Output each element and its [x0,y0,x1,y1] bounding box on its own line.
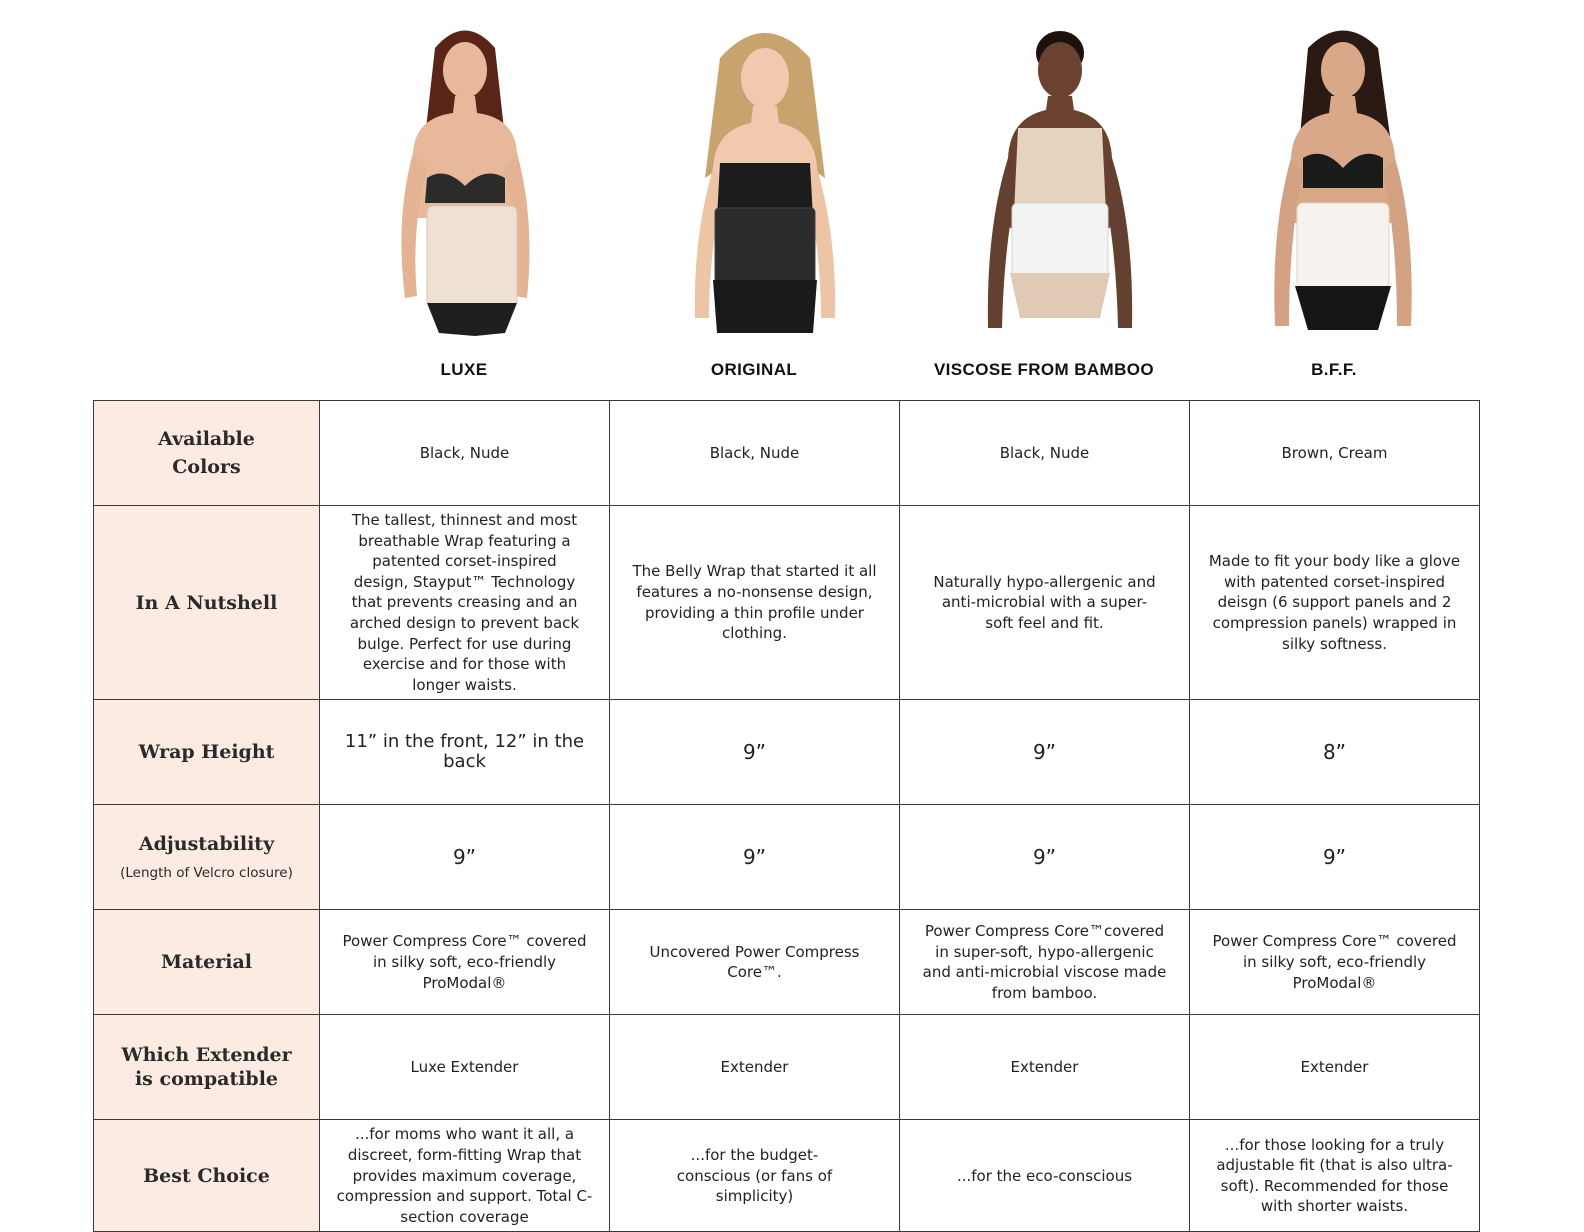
table-row-best-choice [94,1120,1480,1232]
product-image-bff [1243,18,1443,336]
cell-best-luxe: ...for moms who want it all, a discreet, form-fitting Wrap that provides maximum coverage, compression and support. Total C-section coverage [320,1120,610,1232]
cell-colors-bamboo: Black, Nude [900,401,1190,506]
table-row-nutshell [94,506,1480,700]
cell-adjust-luxe: 9” [320,805,610,910]
cell-material-luxe: Power Compress Core™ covered in silky soft, eco-friendly ProModal® [320,910,610,1015]
product-name-original: ORIGINAL [710,360,798,379]
cell-adjust-original: 9” [610,805,900,910]
table-row-colors [94,401,1480,506]
cell-best-original: ...for the budget-conscious (or fans of simplicity) [610,1120,900,1232]
table-row-height [94,700,1480,805]
row-sublabel-adjustability: (Length of Velcro closure) [120,865,293,882]
cell-extender-bff: Extender [1190,1015,1480,1120]
comparison-table [93,400,1480,1232]
cell-height-bff: 8” [1190,700,1480,805]
product-image-bamboo [960,18,1160,336]
cell-nutshell-original: The Belly Wrap that started it all features a no-nonsense design, providing a thin profile under clothing. [610,506,900,700]
cell-adjust-bamboo: 9” [900,805,1190,910]
cell-best-bamboo: ...for the eco-conscious [900,1120,1190,1232]
product-name-luxe: LUXE [440,360,488,379]
row-label-best-choice: Best Choice [94,1120,320,1232]
cell-material-original: Uncovered Power Compress Core™. [610,910,900,1015]
cell-nutshell-luxe: The tallest, thinnest and most breathable Wrap featuring a patented corset-inspired design, Stayput™ Technology that prevents creasing and an arched design to prevent back bulge. Perfect for use during exercise and for those with longer waists. [320,506,610,700]
row-label-adjustability: Adjustability (Length of Velcro closure) [94,805,320,910]
table-row-adjustability [94,805,1480,910]
cell-nutshell-bff: Made to fit your body like a glove with patented corset-inspired deisgn (6 support panels and 2 compression panels) wrapped in silky softness. [1190,506,1480,700]
product-name-bamboo: VISCOSE FROM BAMBOO [933,360,1155,379]
cell-adjust-bff: 9” [1190,805,1480,910]
cell-extender-bamboo: Extender [900,1015,1190,1120]
cell-height-bamboo: 9” [900,700,1190,805]
cell-height-luxe: 11” in the front, 12” in the back [320,700,610,805]
row-label-colors: Available Colors [94,401,320,506]
cell-colors-original: Black, Nude [610,401,900,506]
row-label-extender: Which Extender is compatible [94,1015,320,1120]
cell-colors-luxe: Black, Nude [320,401,610,506]
product-image-luxe [365,18,565,336]
row-label-nutshell: In A Nutshell [94,506,320,700]
product-name-bff: B.F.F. [1311,360,1357,379]
table-row-extender [94,1015,1480,1120]
cell-material-bamboo: Power Compress Core™covered in super-soft, hypo-allergenic and anti-microbial viscose made from bamboo. [900,910,1190,1015]
row-label-material: Material [94,910,320,1015]
cell-height-original: 9” [610,700,900,805]
cell-material-bff: Power Compress Core™ covered in silky soft, eco-friendly ProModal® [1190,910,1480,1015]
cell-extender-original: Extender [610,1015,900,1120]
cell-best-bff: ...for those looking for a truly adjustable fit (that is also ultra-soft). Recommended for those with shorter waists. [1190,1120,1480,1232]
row-label-height: Wrap Height [94,700,320,805]
cell-colors-bff: Brown, Cream [1190,401,1480,506]
product-image-original [665,18,865,336]
cell-extender-luxe: Luxe Extender [320,1015,610,1120]
cell-nutshell-bamboo: Naturally hypo-allergenic and anti-microbial with a super-soft feel and fit. [900,506,1190,700]
table-row-material [94,910,1480,1015]
